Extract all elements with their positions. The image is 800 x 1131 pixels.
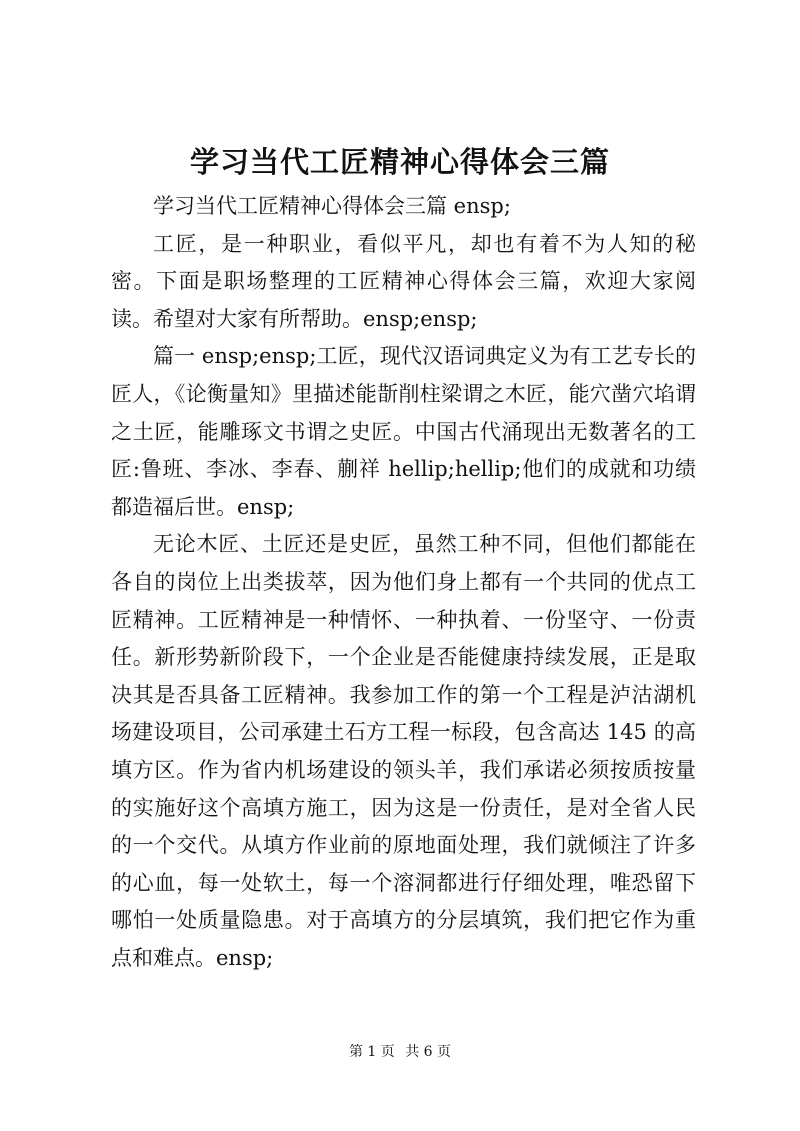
document-body	[111, 188, 696, 977]
document-title: 学习当代工匠精神心得体会三篇	[189, 145, 610, 179]
paragraph: 无论木匠、土匠还是史匠，虽然工种不同，但他们都能在各自的岗位上出类拔萃，因为他们身上都有一个共同的优点工匠精神。工匠精神是一种情怀、一种执着、一份坚守、一份责任。新形势新阶段下，一个企业是否能健康持续发展，正是取决其是否具备工匠精神。我参加工作的第一个工程是泸沽湖机场建设项目，公司承建土石方工程一标段，包含高达 145 的高填方区。作为省内机场建设的领头羊，我们承诺必须按质按量的实施好这个高填方施工，因为这是一份责任，是对全省人民的一个交代。从填方作业前的原地面处理，我们就倾注了许多的心血，每一处软土，每一个溶洞都进行仔细处理，唯恐留下哪怕一处质量隐患。对于高填方的分层填筑，我们把它作为重点和难点。ensp;	[111, 532, 696, 970]
paragraph: 篇一 ensp;ensp;工匠，现代汉语词典定义为有工艺专长的匠人，《论衡量知》里描述能斮削柱梁谓之木匠，能穴凿穴埳谓之土匠，能雕琢文书谓之史匠。中国古代涌现出无数著名的工匠:鲁班、李冰、李春、蒯祥 hellip;hellip;他们的成就和功绩都造福后世。ensp;	[111, 344, 696, 519]
paragraph: 工匠，是一种职业，看似平凡，却也有着不为人知的秘密。下面是职场整理的工匠精神心得体会三篇，欢迎大家阅读。希望对大家有所帮助。ensp;ensp;	[111, 231, 696, 331]
page-footer	[0, 1042, 800, 1062]
page-total: 共 6 页	[405, 1044, 452, 1060]
page-number: 第 1 页	[348, 1044, 395, 1060]
paragraph: 学习当代工匠精神心得体会三篇 ensp;	[153, 194, 511, 218]
